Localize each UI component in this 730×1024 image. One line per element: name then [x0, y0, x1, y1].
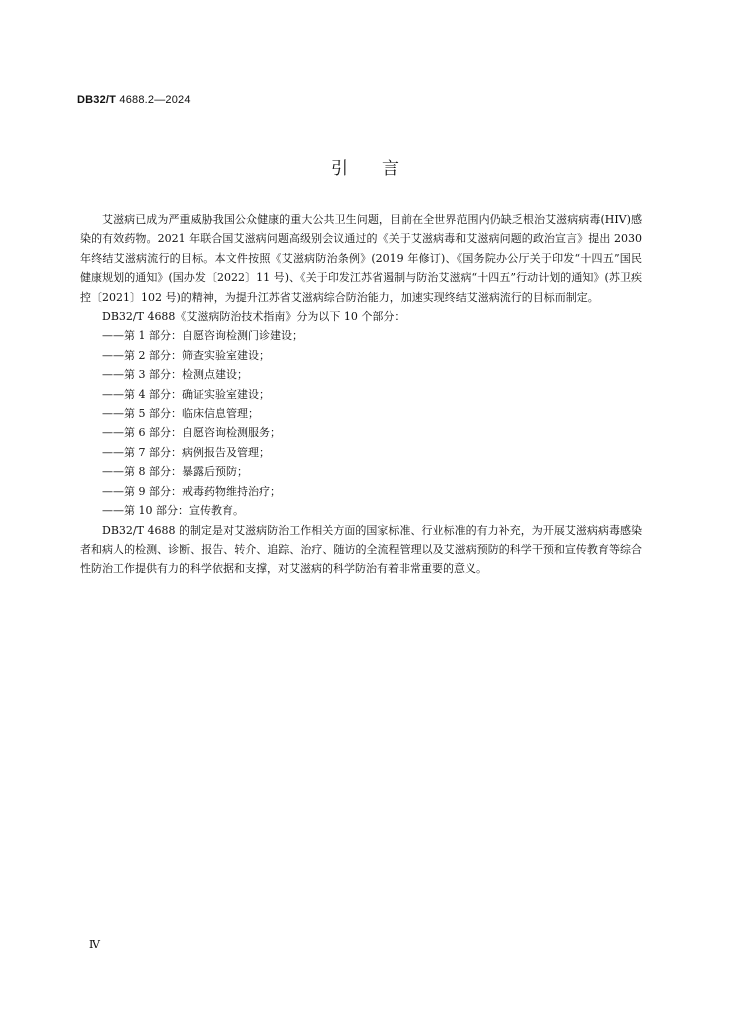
- page-number: Ⅳ: [89, 938, 100, 951]
- parts-list-item: ——第 7 部分：病例报告及管理；: [102, 445, 270, 459]
- parts-list-item: ——第 8 部分：暴露后预防；: [102, 465, 248, 479]
- document-body: [80, 210, 642, 579]
- page-title: 引言: [331, 159, 433, 179]
- parts-list-item: ——第 4 部分：确证实验室建设；: [102, 387, 270, 401]
- parts-list-item: ——第 1 部分：自愿咨询检测门诊建设；: [102, 329, 303, 343]
- parts-intro-paragraph: DB32/T 4688《艾滋病防治技术指南》分为以下 10 个部分：: [102, 310, 406, 324]
- parts-list: [80, 326, 642, 520]
- parts-list-item: ——第 5 部分：临床信息管理；: [102, 407, 259, 421]
- standard-code: [77, 94, 191, 106]
- conclusion-paragraph: DB32/T 4688 的制定是对艾滋病防治工作相关方面的国家标准、行业标准的有力补充，为开展艾滋病病毒感染者和病人的检测、诊断、报告、转介、追踪、治疗、随访的全流程管理以及艾滋病预防的科学干预和宣传教育等综合性防治工作提供有力的科学依据和支撑，对艾滋病的科学防治有着非常重要的意义。: [80, 523, 642, 576]
- parts-list-item: ——第 10 部分：宣传教育。: [102, 504, 244, 518]
- standard-code-number: 4688.2—2024: [119, 94, 191, 106]
- parts-list-item: ——第 9 部分：戒毒药物维持治疗；: [102, 484, 281, 498]
- standard-code-prefix: DB32/T: [77, 94, 117, 106]
- parts-list-item: ——第 2 部分：筛查实验室建设；: [102, 348, 270, 362]
- parts-list-item: ——第 3 部分：检测点建设；: [102, 368, 248, 382]
- intro-paragraph: 艾滋病已成为严重威胁我国公众健康的重大公共卫生问题，目前在全世界范围内仍缺乏根治艾滋病病毒(HIV)感染的有效药物。2021 年联合国艾滋病问题高级别会议通过的《关于艾滋病毒和艾滋病问题的政治宣言》提出 2030 年终结艾滋病流行的目标。本文件按照《艾滋病防治条例》(2019 年修订)、《国务院办公厅关于印发“十四五”国民健康规划的通知》(国办发〔2022〕11 号)、《关于印发江苏省遏制与防治艾滋病“十四五”行动计划的通知》(苏卫疾控〔2021〕102 号)的精神，为提升江苏省艾滋病综合防治能力，加速实现终结艾滋病流行的目标而制定。: [80, 213, 642, 304]
- parts-list-item: ——第 6 部分：自愿咨询检测服务；: [102, 426, 281, 440]
